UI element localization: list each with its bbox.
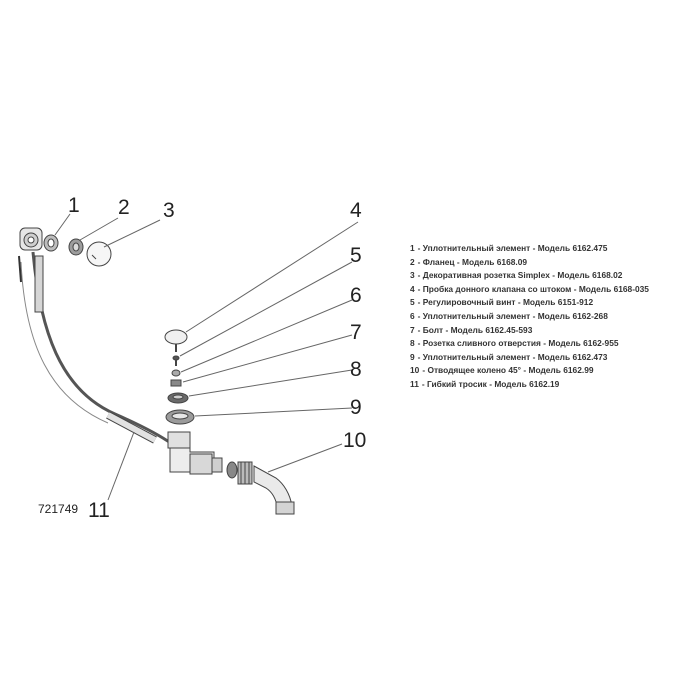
legend-number: 5 [410,297,415,308]
part-1-seal [44,235,58,251]
drain-body [168,432,222,474]
part-10-elbow [254,466,294,514]
legend-number: 7 [410,324,415,335]
legend-text: - Декоративная розетка Simplex - Модель 6168.02 [417,270,623,281]
legend-item [410,310,698,324]
legend-number: 6 [410,310,415,321]
legend-item [410,269,698,283]
legend-item [410,351,698,365]
parts-legend [410,242,698,392]
part-6-seal [172,370,180,376]
callout-7: 7 [350,321,362,344]
legend-text: - Уплотнительный элемент - Модель 6162.473 [417,351,608,362]
legend-text: - Фланец - Модель 6168.09 [417,256,528,267]
part-2-flange [69,239,83,255]
legend-item [410,283,698,297]
part-4-plug [165,330,187,352]
legend-item [410,324,698,338]
legend-item [410,296,698,310]
callout-6: 6 [350,284,362,307]
legend-number: 2 [410,256,415,267]
legend-text: - Пробка донного клапана со штоком - Модель 6168-035 [417,283,649,294]
part-8-rosette [168,393,188,403]
callout-10: 10 [343,429,367,452]
part-5-screw [173,356,179,366]
callout-2: 2 [118,196,130,219]
callout-4: 4 [350,199,362,222]
legend-item [410,364,698,378]
part-9-seal [166,410,194,424]
legend-text: - Болт - Модель 6162.45-593 [417,324,533,335]
legend-number: 8 [410,338,415,349]
article-code: 721749 [38,502,79,516]
legend-number: 3 [410,270,415,281]
legend-text: - Уплотнительный элемент - Модель 6162.475 [417,243,608,253]
part-11-cable [19,252,172,444]
overflow-assembly [20,228,42,250]
callout-1: 1 [68,194,80,217]
legend-number: 10 [410,365,420,376]
legend-number: 9 [410,351,415,362]
legend-text: - Гибкий тросик - Модель 6162.19 [421,378,560,389]
callout-11: 11 [88,499,110,522]
part-7-bolt [171,380,181,386]
legend-text: - Отводящее колено 45° - Модель 6162.99 [422,365,594,376]
legend-item [410,242,698,256]
callout-8: 8 [350,358,362,381]
callout-9: 9 [350,396,362,419]
legend-text: - Регулировочный винт - Модель 6151-912 [417,297,594,308]
callout-3: 3 [163,199,175,222]
legend-text: - Уплотнительный элемент - Модель 6162-268 [417,310,608,321]
coupling-parts [227,462,252,484]
legend-text: - Розетка сливного отверстия - Модель 6162-955 [417,338,619,349]
legend-item [410,256,698,270]
legend-item [410,337,698,351]
legend-number: 1 [410,243,415,253]
legend-number: 4 [410,283,415,294]
legend-number: 11 [410,378,419,389]
legend-item [410,378,698,392]
callout-5: 5 [350,244,362,267]
